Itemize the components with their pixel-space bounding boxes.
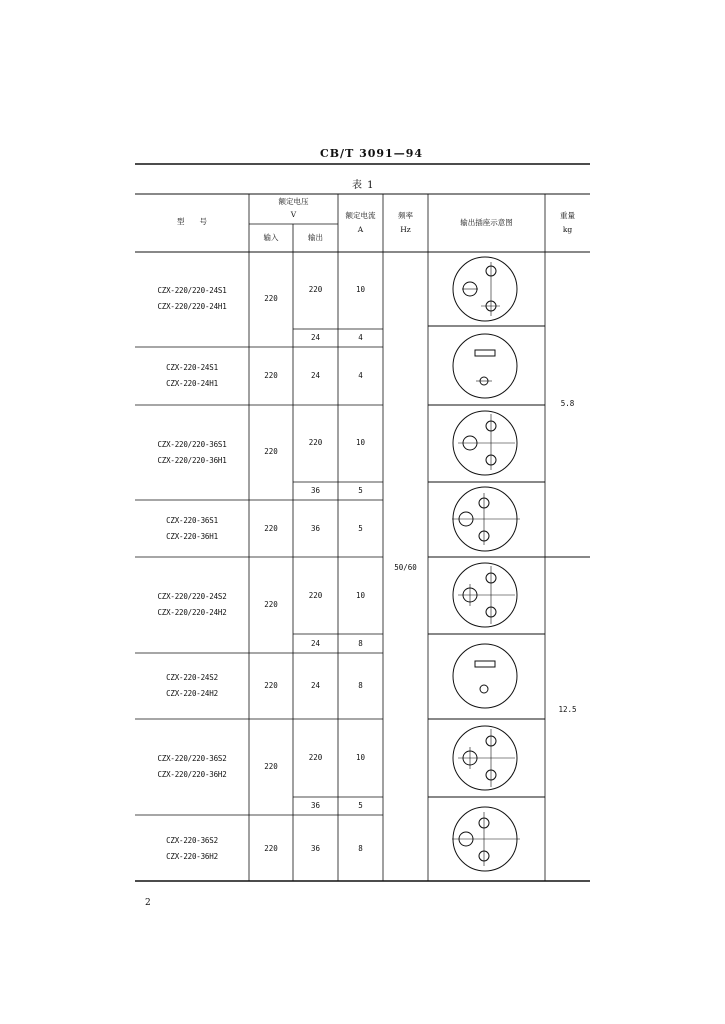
output-voltage: 24 bbox=[310, 333, 321, 342]
model-code: CZX-220-36S2 bbox=[166, 836, 218, 845]
input-voltage: 220 bbox=[264, 294, 278, 303]
output-voltage: 24 bbox=[310, 639, 321, 648]
model-code: CZX-220-24S2 bbox=[166, 673, 218, 682]
model-code: CZX-220-36H2 bbox=[166, 852, 218, 861]
col-weight: 重量 bbox=[560, 211, 575, 220]
table-row-model bbox=[135, 283, 249, 315]
socket-diagram-5 bbox=[453, 563, 517, 627]
output-voltage: 36 bbox=[310, 801, 321, 810]
model-code: CZX-220-24H2 bbox=[166, 689, 218, 698]
output-voltage: 220 bbox=[308, 591, 323, 600]
table-row-model bbox=[135, 437, 249, 469]
model-code: CZX-220/220-24S1 bbox=[157, 286, 227, 295]
model-code: CZX-220/220-24S2 bbox=[157, 592, 227, 601]
frequency-value: 50/60 bbox=[394, 563, 417, 572]
model-code: CZX-220/220-36H2 bbox=[157, 770, 227, 779]
col-rated-current: 额定电流 bbox=[345, 211, 376, 220]
rated-current: 8 bbox=[358, 681, 363, 690]
model-code: CZX-220-24H1 bbox=[166, 379, 218, 388]
rated-current: 5 bbox=[358, 524, 363, 533]
col-current-unit: A bbox=[357, 225, 364, 234]
weight-value-group-2: 12.5 bbox=[558, 705, 577, 714]
socket-diagram-8 bbox=[452, 807, 520, 871]
col-voltage-unit: V bbox=[290, 210, 297, 219]
table-row-model bbox=[135, 751, 249, 783]
socket-diagram-4 bbox=[452, 487, 520, 551]
socket-diagram-7 bbox=[453, 726, 517, 790]
col-output: 输出 bbox=[308, 233, 323, 242]
output-voltage: 36 bbox=[310, 844, 321, 853]
col-model: 型 号 bbox=[177, 217, 207, 226]
col-input: 输入 bbox=[263, 233, 279, 242]
input-voltage: 220 bbox=[264, 600, 278, 609]
model-code: CZX-220/220-24H2 bbox=[157, 608, 227, 617]
output-voltage: 24 bbox=[310, 371, 321, 380]
page-number: 2 bbox=[145, 898, 151, 908]
socket-diagram-1 bbox=[453, 257, 517, 321]
table-row-model bbox=[135, 589, 249, 621]
model-code: CZX-220/220-24H1 bbox=[157, 302, 227, 311]
table-row-model bbox=[135, 360, 249, 392]
rated-current: 4 bbox=[358, 371, 363, 380]
rated-current: 10 bbox=[355, 591, 366, 600]
table-row-model bbox=[135, 513, 249, 545]
col-socket-diagram: 输出插座示意图 bbox=[460, 218, 513, 227]
rated-current: 5 bbox=[358, 801, 363, 810]
input-voltage: 220 bbox=[264, 524, 278, 533]
model-code: CZX-220-24S1 bbox=[166, 363, 218, 372]
model-code: CZX-220-36H1 bbox=[166, 532, 218, 541]
rated-current: 8 bbox=[358, 639, 363, 648]
rated-current: 5 bbox=[358, 486, 363, 495]
table-row-model bbox=[135, 833, 249, 865]
input-voltage: 220 bbox=[264, 762, 278, 771]
output-voltage: 36 bbox=[310, 486, 321, 495]
input-voltage: 220 bbox=[264, 447, 278, 456]
col-rated-voltage: 额定电压 bbox=[278, 197, 309, 206]
socket-diagram-2 bbox=[453, 334, 517, 398]
rated-current: 8 bbox=[358, 844, 363, 853]
input-voltage: 220 bbox=[264, 844, 278, 853]
model-code: CZX-220/220-36S2 bbox=[157, 754, 227, 763]
socket-diagram-3 bbox=[453, 411, 517, 475]
model-code: CZX-220/220-36S1 bbox=[157, 440, 227, 449]
output-voltage: 220 bbox=[308, 285, 323, 294]
output-voltage: 36 bbox=[310, 524, 321, 533]
model-code: CZX-220-36S1 bbox=[166, 516, 218, 525]
weight-value-group-1: 5.8 bbox=[560, 399, 575, 408]
output-voltage: 24 bbox=[310, 681, 321, 690]
rated-current: 10 bbox=[355, 753, 366, 762]
output-voltage: 220 bbox=[308, 753, 323, 762]
table-row-model bbox=[135, 670, 249, 702]
col-frequency-unit: Hz bbox=[400, 225, 411, 234]
rated-current: 10 bbox=[355, 438, 366, 447]
input-voltage: 220 bbox=[264, 371, 278, 380]
standard-header: CB/T 3091—94 bbox=[320, 147, 424, 160]
socket-diagram-6 bbox=[453, 644, 517, 708]
col-weight-unit: kg bbox=[562, 225, 573, 234]
rated-current: 4 bbox=[358, 333, 363, 342]
rated-current: 10 bbox=[355, 285, 366, 294]
table-title: 表 1 bbox=[352, 180, 375, 191]
output-voltage: 220 bbox=[308, 438, 323, 447]
col-frequency: 频率 bbox=[398, 211, 413, 220]
model-code: CZX-220/220-36H1 bbox=[157, 456, 227, 465]
input-voltage: 220 bbox=[264, 681, 278, 690]
